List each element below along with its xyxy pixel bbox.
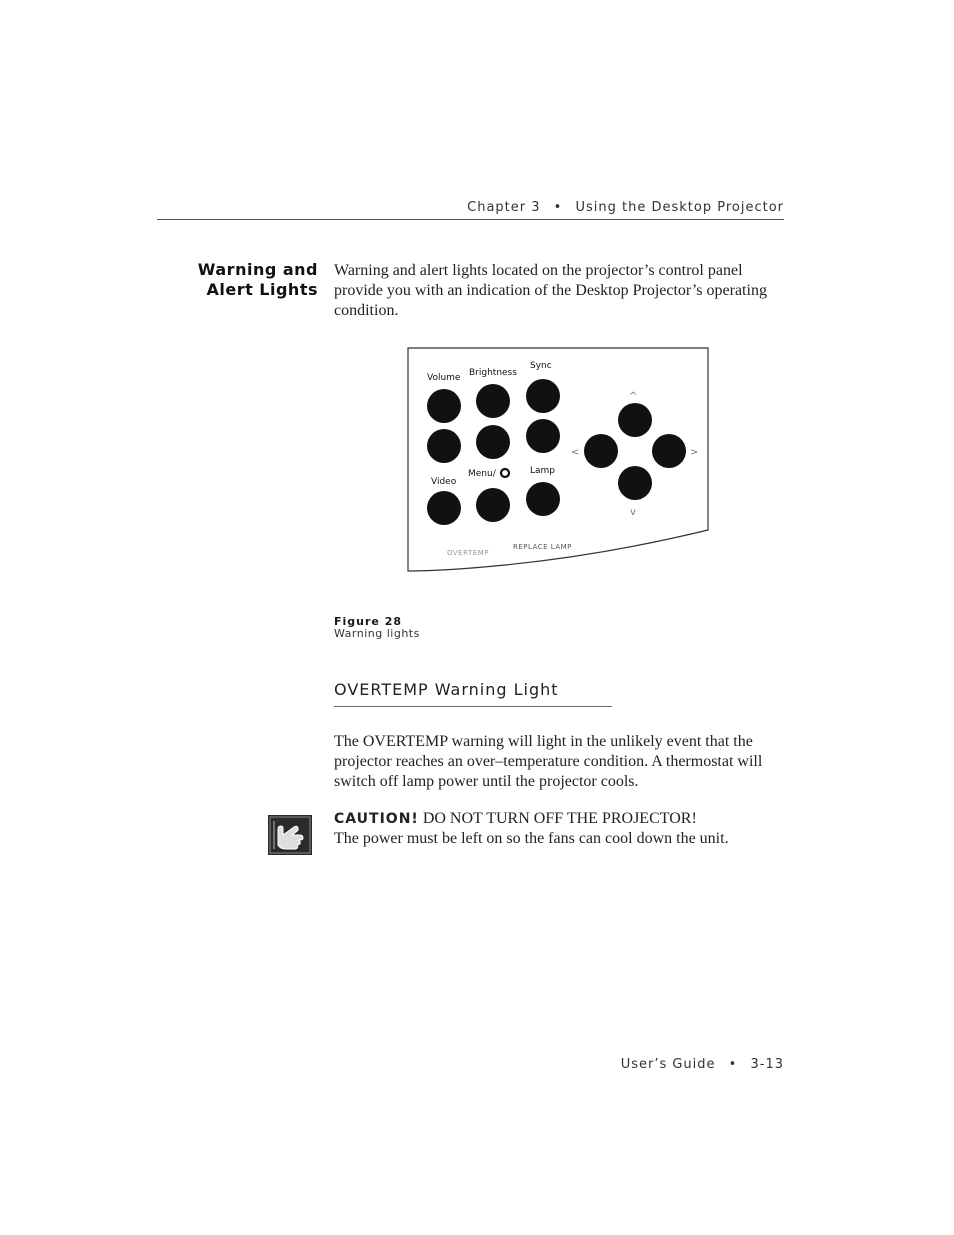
volume-down-button [427, 429, 461, 463]
overtemp-section-title: OVERTEMP Warning Light [334, 680, 559, 699]
replace-lamp-indicator-label: REPLACE LAMP [513, 543, 572, 551]
section-heading-line1: Warning and [197, 260, 318, 279]
brightness-up-button [476, 384, 510, 418]
sync-down-button [526, 419, 560, 453]
header-chapter: Chapter 3 [467, 200, 541, 215]
left-button [584, 434, 618, 468]
caution-line2: The power must be left on so the fans can cool down the unit. [334, 830, 729, 847]
caution-label: CAUTION! [334, 811, 419, 827]
label-lamp: Lamp [530, 466, 556, 476]
arrow-right-icon: > [690, 447, 699, 458]
running-header [300, 200, 784, 215]
header-title: Using the Desktop Projector [575, 200, 784, 215]
figure-caption: Warning lights [334, 627, 420, 640]
menu-button [476, 488, 510, 522]
header-rule [157, 219, 784, 220]
label-volume: Volume [427, 373, 461, 383]
down-button [618, 466, 652, 500]
footer-page-number: 3-13 [750, 1057, 784, 1072]
header-separator: • [553, 200, 563, 215]
section-heading [150, 260, 318, 300]
right-button [652, 434, 686, 468]
intro-paragraph: Warning and alert lights located on the projector’s control panel provide you with an indication of the Desktop Projector’s operating condition. [334, 262, 767, 319]
sync-up-button [526, 379, 560, 413]
section-title-rule [334, 706, 612, 707]
caution-line1: DO NOT TURN OFF THE PROJECTOR! [422, 810, 697, 827]
footer-guide: User’s Guide [620, 1057, 716, 1072]
control-panel-diagram [405, 345, 711, 575]
caution-hand-icon [268, 815, 312, 855]
label-menu: Menu/ [468, 469, 496, 479]
up-button [618, 403, 652, 437]
volume-up-button [427, 389, 461, 423]
label-video: Video [431, 477, 457, 487]
figure-number: Figure 28 [334, 615, 403, 628]
brightness-down-button [476, 425, 510, 459]
overtemp-indicator-label: OVERTEMP [447, 549, 489, 557]
label-sync: Sync [530, 361, 552, 371]
label-brightness: Brightness [469, 368, 517, 378]
arrow-up-icon: ^ [629, 391, 638, 402]
arrow-down-icon: v [630, 507, 636, 518]
footer-separator: • [728, 1057, 738, 1072]
video-button [427, 491, 461, 525]
arrow-left-icon: < [571, 447, 580, 458]
overtemp-paragraph: The OVERTEMP warning will light in the unlikely event that the projector reaches an over–temperature condition. A thermostat will switch off lamp power until the projector cools. [334, 733, 763, 790]
caution-paragraph [334, 809, 784, 849]
section-heading-line2: Alert Lights [206, 280, 318, 299]
lamp-indicator-light [526, 482, 560, 516]
running-footer [500, 1057, 784, 1072]
